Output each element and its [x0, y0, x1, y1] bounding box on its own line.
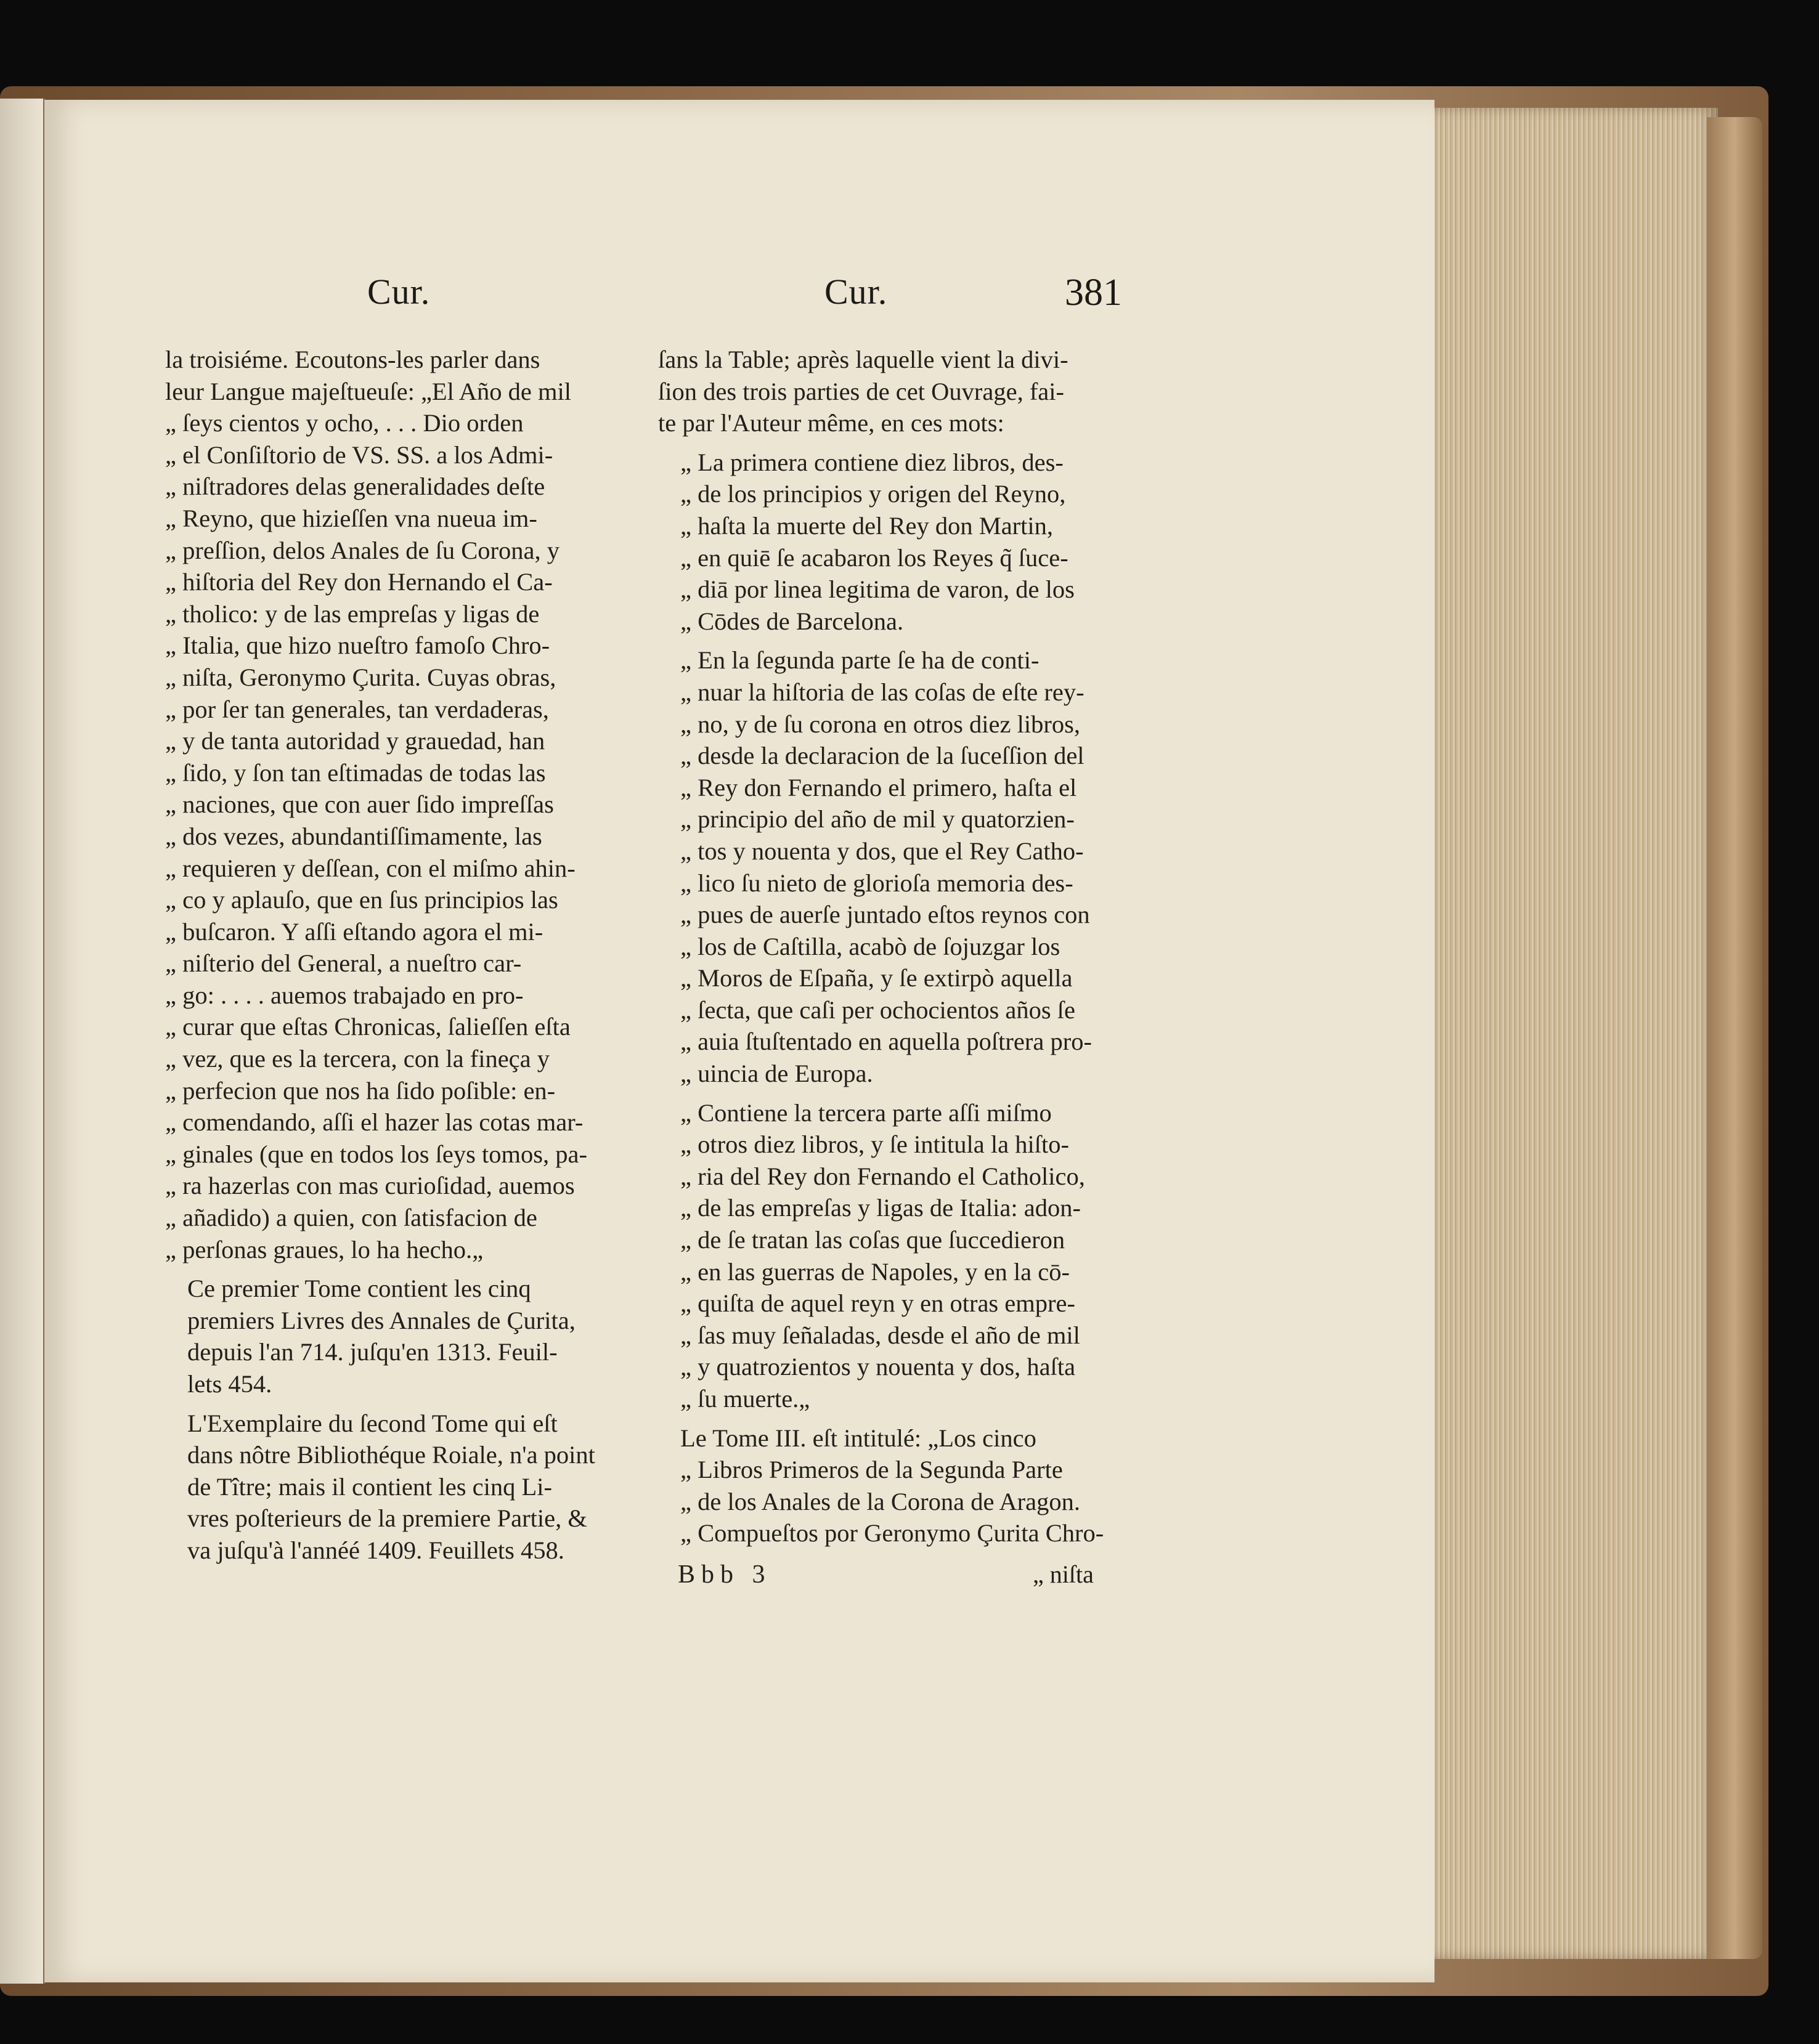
text-line: „ Libros Primeros de la Segunda Parte: [680, 1456, 1063, 1484]
text-line: „ En la ſegunda parte ſe ha de conti-: [680, 646, 1040, 675]
text-line: ſion des trois parties de cet Ouvrage, fai-: [658, 377, 1065, 405]
paragraph-division: [658, 344, 1119, 439]
catchword: „ niſta: [1033, 1560, 1094, 1588]
text-line: Ce premier Tome contient les cinq: [187, 1275, 531, 1303]
page-block-fore-edge: [1428, 108, 1718, 1959]
text-line: depuis l'an 714. juſqu'en 1313. Feuil-: [187, 1338, 558, 1366]
text-line: L'Exemplaire du ſecond Tome qui eſt: [187, 1409, 558, 1437]
text-line: „ co y aplauſo, que en ſus principios las: [165, 886, 558, 914]
text-line: „ ria del Rey don Fernando el Catholico,: [680, 1162, 1085, 1190]
text-line: dans nôtre Bibliothéque Roiale, n'a point: [187, 1441, 595, 1469]
text-line: „ diā por linea legitima de varon, de los: [680, 575, 1075, 604]
text-line: „ en quiē ſe acabaron los Reyes q̃ ſuce-: [680, 543, 1068, 572]
text-line: „ otros diez libros, y ſe intitula la hiſto-: [680, 1130, 1069, 1159]
text-line: „ los de Caſtilla, acabò de ſojuzgar los: [680, 932, 1060, 960]
text-line: „ ginales (que en todos los ſeys tomos, pa-: [165, 1140, 587, 1168]
running-head-right: Cur.: [824, 272, 888, 312]
text-line: „ Rey don Fernando el primero, haſta el: [680, 773, 1077, 801]
text-line: „ el Conſiſtorio de VS. SS. a los Admi-: [165, 440, 553, 469]
text-line: „ niſta, Geronymo Çurita. Cuyas obras,: [165, 663, 556, 691]
right-text-column: [658, 344, 1119, 1557]
text-line: „ quiſta de aquel reyn y en otras empre-: [680, 1289, 1075, 1318]
text-line: „ desde la declaracion de la ſuceſſion del: [680, 742, 1084, 770]
text-line: „ buſcaron. Y aſſi eſtando agora el mi-: [165, 917, 543, 946]
text-line: „ requieren y deſſean, con el miſmo ahin-: [165, 854, 576, 882]
text-line: „ vez, que es la tercera, con la fineça y: [165, 1045, 550, 1073]
text-line: „ pues de auerſe juntado eſtos reynos con: [680, 901, 1090, 929]
text-line: „ Moros de Eſpaña, y ſe extirpò aquella: [680, 964, 1073, 992]
text-line: „ de los Anales de la Corona de Aragon.: [680, 1487, 1080, 1515]
text-line: „ perfecion que nos ha ſido poſible: en-: [165, 1076, 556, 1105]
text-line: „ ſas muy ſeñaladas, desde el año de mil: [680, 1321, 1080, 1349]
text-line: „ ſu muerte.„: [680, 1385, 810, 1413]
text-line: „ uincia de Europa.: [680, 1060, 873, 1088]
paragraph-primera-parte: [658, 447, 1119, 638]
text-line: „ ſecta, que caſi per ochocientos años ſe: [680, 996, 1075, 1024]
text-line: leur Langue majeſtueuſe: „El Año de mil: [165, 377, 572, 405]
page-number: 381: [1065, 272, 1122, 314]
left-text-column: [165, 344, 630, 1574]
running-head-left: Cur.: [367, 272, 431, 312]
binding-board: [1707, 117, 1762, 1959]
text-line: „ por ſer tan generales, tan verdaderas,: [165, 695, 549, 723]
paragraph-tome-two: [165, 1408, 630, 1567]
text-line: „ haſta la muerte del Rey don Martin,: [680, 511, 1054, 540]
text-line: de Tître; mais il contient les cinq Li-: [187, 1472, 552, 1501]
text-line: „ de las empreſas y ligas de Italia: adon-: [680, 1194, 1081, 1222]
text-line: „ niſterio del General, a nueſtro car-: [165, 949, 522, 978]
text-line: „ ra hazerlas con mas curioſidad, auemos: [165, 1172, 575, 1200]
text-line: „ comendando, aſſi el hazer las cotas mar-: [165, 1108, 584, 1137]
text-line: „ Italia, que hizo nueſtro famoſo Chro-: [165, 631, 550, 660]
text-line: „ Cōdes de Barcelona.: [680, 607, 904, 635]
text-line: „ auia ſtuſtentado en aquella poſtrera pro-: [680, 1028, 1092, 1056]
text-line: va juſqu'à l'annéé 1409. Feuillets 458.: [187, 1536, 564, 1564]
text-line: lets 454.: [187, 1370, 272, 1398]
text-line: „ hiſtoria del Rey don Hernando el Ca-: [165, 568, 553, 596]
paragraph-tome-one: [165, 1273, 630, 1400]
text-line: „ tholico: y de las empreſas y ligas de: [165, 599, 540, 628]
text-line: „ no, y de ſu corona en otros diez libros,: [680, 710, 1080, 738]
paragraph-spanish-quote: [165, 344, 630, 1265]
text-line: „ naciones, que con auer ſido impreſſas: [165, 790, 554, 819]
text-line: „ Contiene la tercera parte aſſi miſmo: [680, 1098, 1052, 1127]
text-line: „ añadido) a quien, con ſatisfacion de: [165, 1204, 537, 1232]
signature-mark: Bbb 3: [678, 1560, 771, 1589]
text-line: vres poſterieurs de la premiere Partie, &: [187, 1504, 587, 1533]
paragraph-tercera-parte: [658, 1097, 1119, 1415]
text-line: „ preſſion, delos Anales de ſu Corona, y: [165, 536, 560, 564]
text-line: te par l'Auteur même, en ces mots:: [658, 409, 1004, 437]
paragraph-tome-three: [658, 1422, 1119, 1549]
text-line: premiers Livres des Annales de Çurita,: [187, 1306, 576, 1334]
text-line: „ ſido, y ſon tan eſtimadas de todas las: [165, 758, 546, 787]
text-line: „ nuar la hiſtoria de las coſas de eſte rey-: [680, 678, 1084, 706]
text-line: „ dos vezes, abundantiſſimamente, las: [165, 822, 542, 850]
text-line: „ en las guerras de Napoles, y en la cō-: [680, 1257, 1070, 1286]
text-line: „ principio del año de mil y quatorzien-: [680, 805, 1075, 833]
text-line: „ y quatrozientos y nouenta y dos, haſta: [680, 1353, 1076, 1381]
text-line: „ perſonas graues, lo ha hecho.„: [165, 1235, 484, 1263]
text-line: „ de ſe tratan las coſas que ſuccedieron: [680, 1226, 1065, 1254]
text-line: la troisiéme. Ecoutons-les parler dans: [165, 346, 540, 373]
text-line: ſans la Table; après laquelle vient la divi-: [658, 346, 1068, 373]
text-line: Le Tome III. eſt intitulé: „Los cinco: [680, 1424, 1036, 1452]
text-line: „ lico ſu nieto de glorioſa memoria des-: [680, 869, 1073, 897]
text-line: „ La primera contiene diez libros, des-: [680, 448, 1064, 476]
paragraph-segunda-parte: [658, 644, 1119, 1089]
text-line: „ Reyno, que hizieſſen vna nueua im-: [165, 504, 537, 532]
text-line: „ go: . . . . auemos trabajado en pro-: [165, 981, 524, 1009]
facing-page-edge: [0, 99, 46, 1984]
text-line: „ niſtradores delas generalidades deſte: [165, 472, 545, 501]
text-line: „ curar que eſtas Chronicas, ſalieſſen eſta: [165, 1013, 571, 1041]
text-line: „ tos y nouenta y dos, que el Rey Catho-: [680, 837, 1084, 865]
text-line: „ Compueſtos por Geronymo Çurita Chro-: [680, 1519, 1104, 1547]
text-line: „ ſeys cientos y ocho, . . . Dio orden: [165, 409, 524, 437]
text-line: „ de los principios y origen del Reyno,: [680, 480, 1066, 508]
text-line: „ y de tanta autoridad y grauedad, han: [165, 727, 545, 755]
